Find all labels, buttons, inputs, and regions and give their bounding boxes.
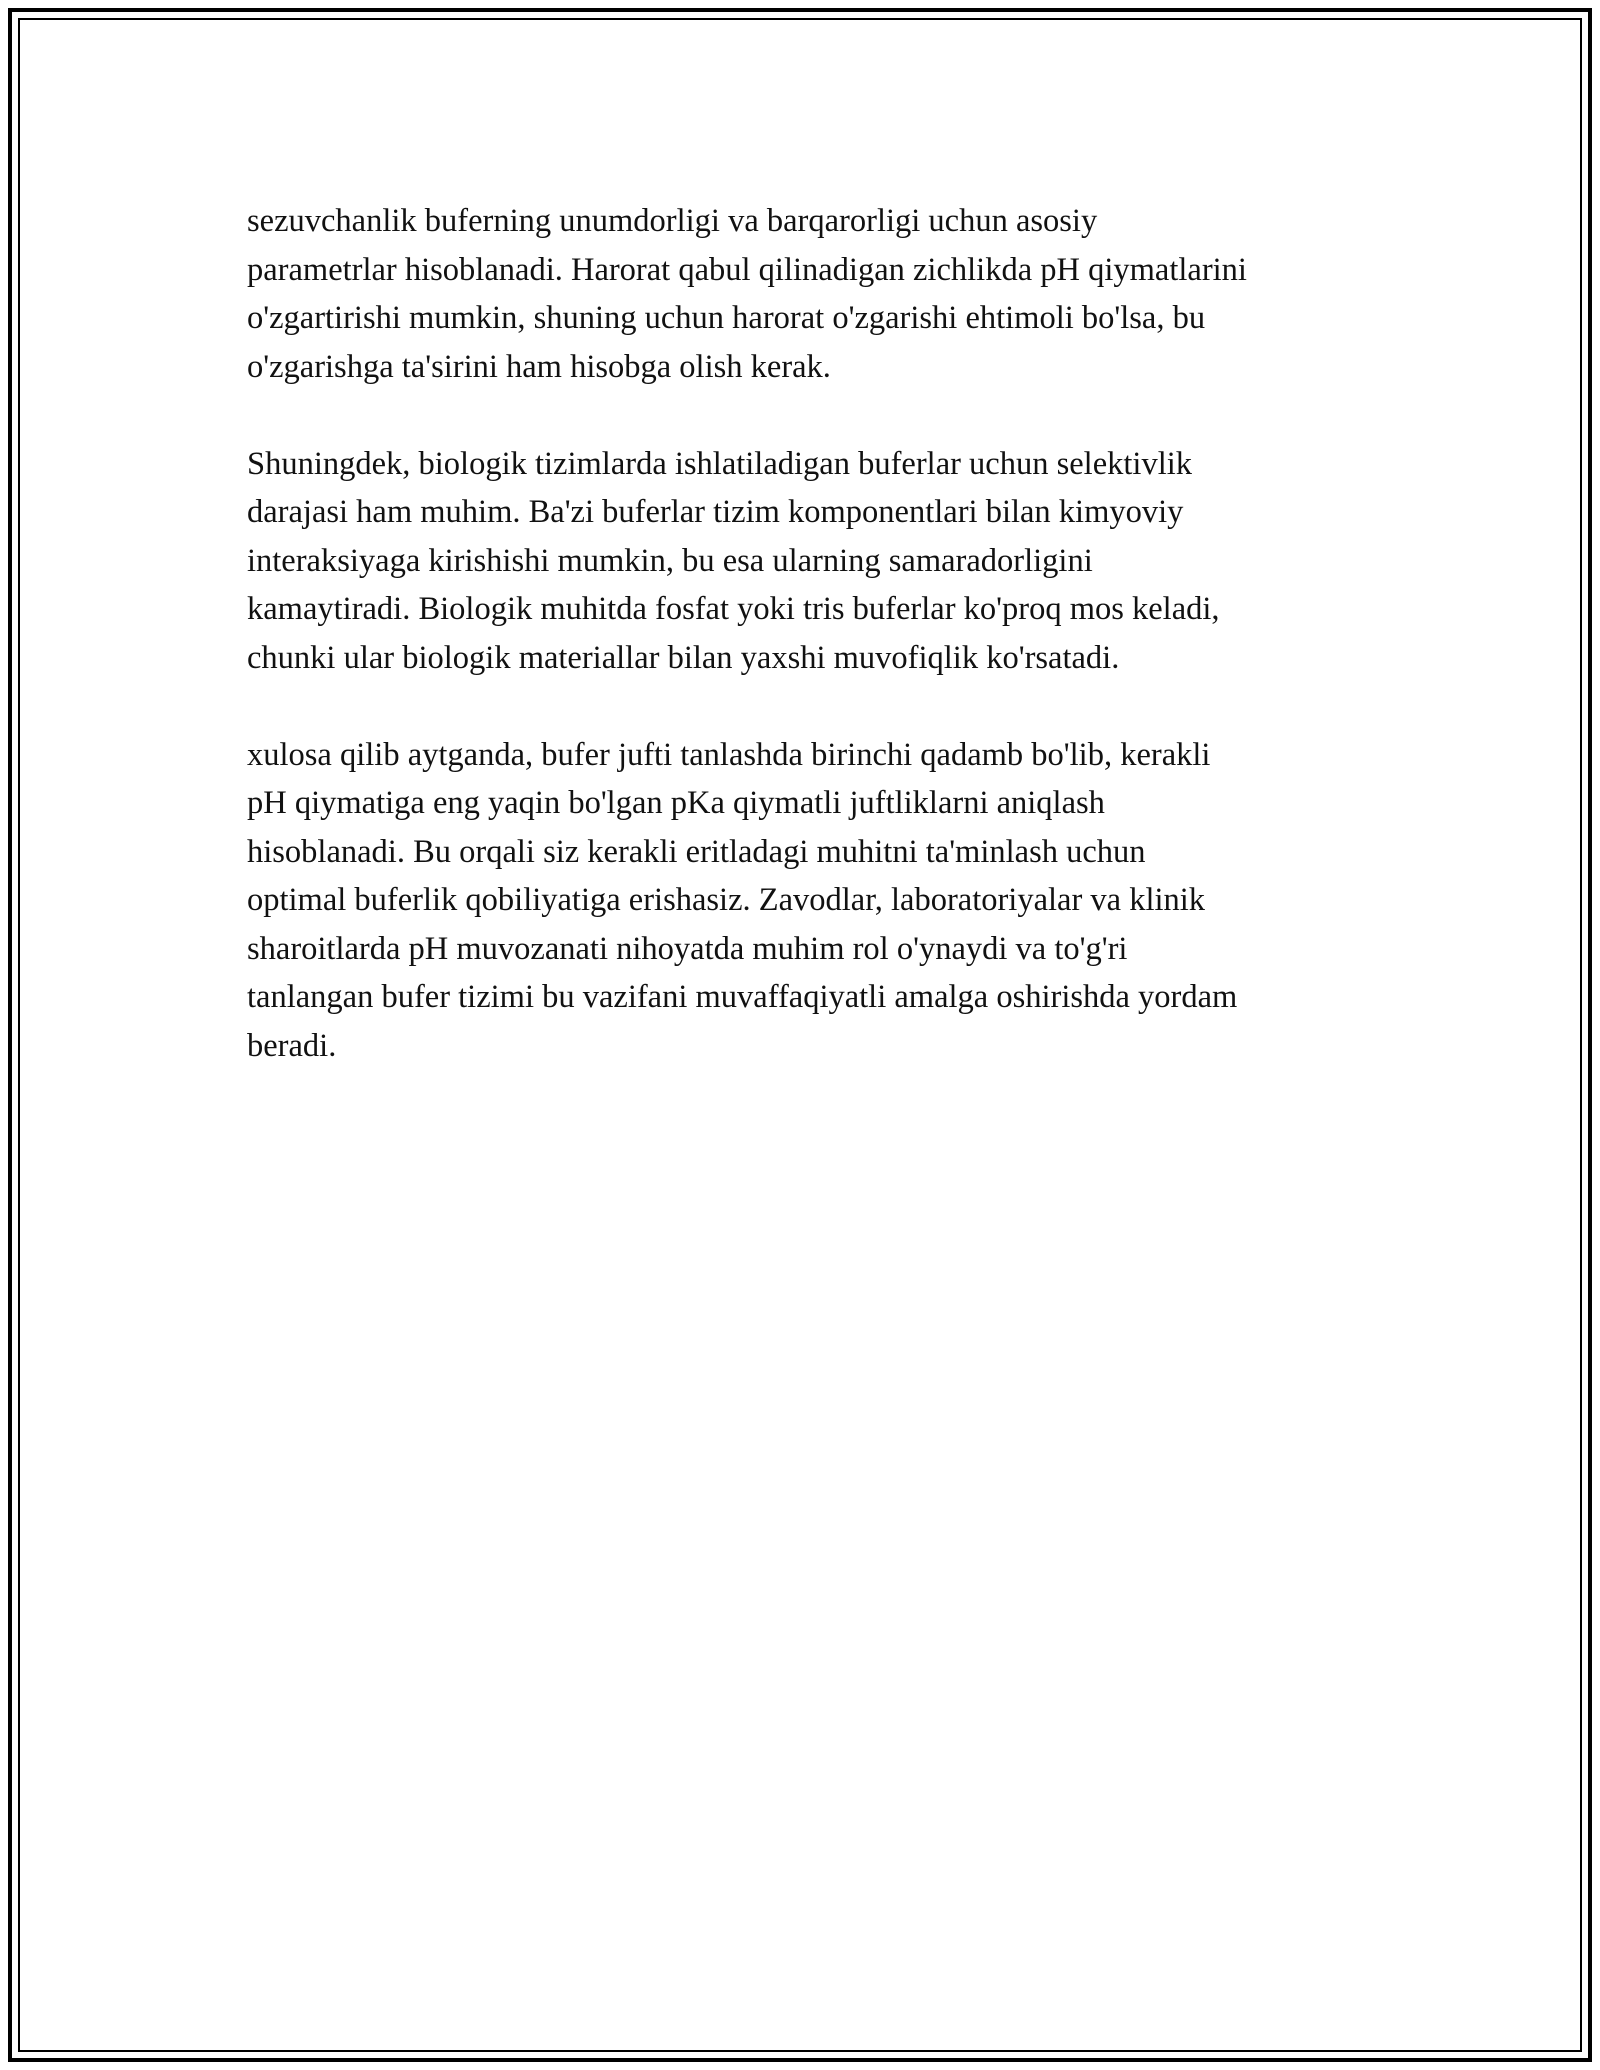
document-page — [8, 8, 1592, 2062]
document-body — [247, 197, 1397, 1119]
paragraph-2: Shuningdek, biologik tizimlarda ishlatiladigan buferlar uchun selektivlik darajasi ham muhim. Ba'zi buferlar tizim komponentlari bilan kimyoviy interaksiyaga kirishishi mumkin, bu esa ularning samaradorligini kamaytiradi. Biologik muhitda fosfat yoki tris buferlar ko'proq mos keladi, chunki ular biologik materiallar bilan yaxshi muvofiqlik ko'rsatadi. — [247, 445, 1220, 676]
paragraph-3: xulosa qilib aytganda, bufer jufti tanlashda birinchi qadamb bo'lib, kerakli pH qiymatiga eng yaqin bo'lgan pKa qiymatli juftliklarni aniqlash hisoblanadi. Bu orqali siz kerakli eritladagi muhitni ta'minlash uchun optimal buferlik qobiliyatiga erishasiz. Zavodlar, laboratoriyalar va klinik sharoitlarda pH muvozanati nihoyatda muhim rol o'ynaydi va to'g'ri tanlangan bufer tizimi bu vazifani muvaffaqiyatli amalga oshirishda yordam beradi. — [247, 736, 1238, 1064]
paragraph-1: sezuvchanlik buferning unumdorligi va barqarorligi uchun asosiy parametrlar hisoblanadi. Harorat qabul qilinadigan zichlikda pH qiymatlarini o'zgartirishi mumkin, shuning uchun harorat o'zgarishi ehtimoli bo'lsa, bu o'zgarishga ta'sirini ham hisobga olish kerak. — [247, 203, 1247, 385]
